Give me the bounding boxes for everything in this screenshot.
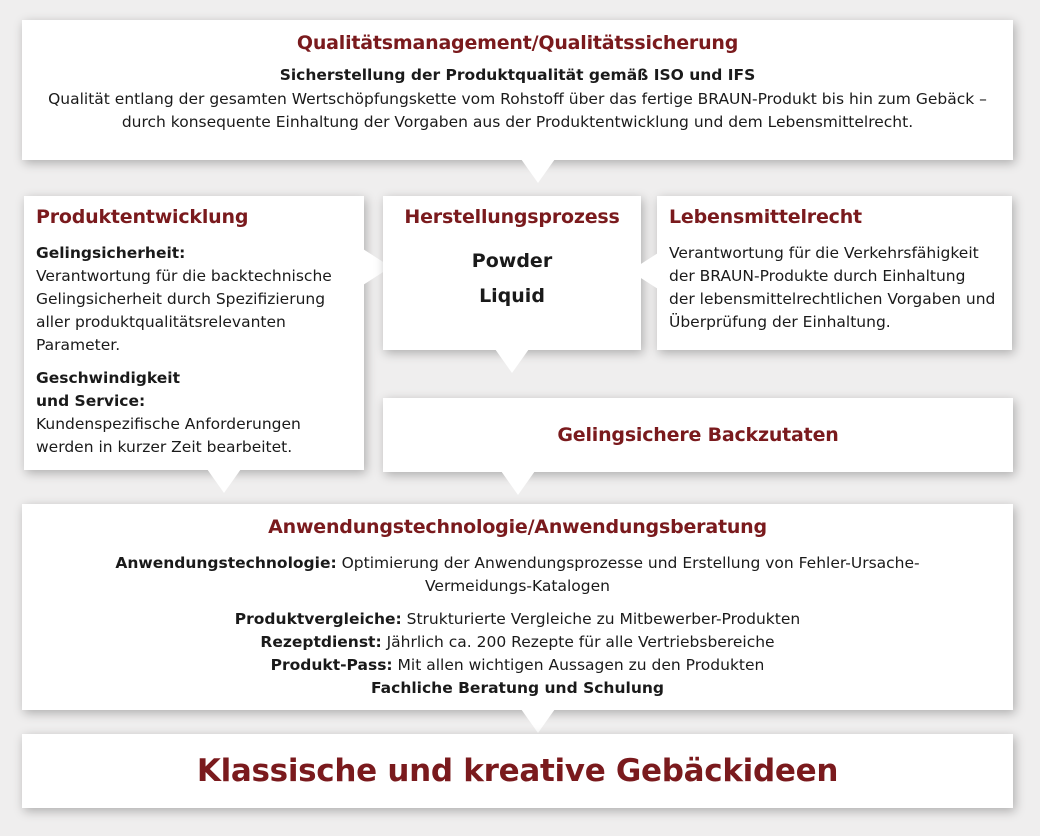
speed-text-l2: werden in kurzer Zeit bearbeitet.	[36, 438, 293, 456]
manufacturing-process-box	[383, 196, 641, 350]
product-development-title: Produktentwicklung	[36, 206, 249, 228]
application-row-1-text: Optimierung der Anwendungsprozesse und Erstellung von Fehler-Ursache-	[336, 554, 920, 572]
process-item-powder: Powder	[471, 250, 553, 272]
application-technology-box	[22, 504, 1013, 710]
food-law-text-l2: der BRAUN-Produkte durch Einhaltung	[669, 267, 966, 285]
food-law-text-l3: der lebensmittelrechtlichen Vorgaben und	[669, 290, 996, 308]
application-row-3	[22, 631, 1013, 654]
arrow-left-icon	[630, 253, 658, 289]
food-law-text-l4: Überprüfung der Einhaltung.	[669, 313, 891, 331]
application-technology-title: Anwendungstechnologie/Anwendungsberatung	[268, 516, 767, 538]
manufacturing-process-title: Herstellungsprozess	[404, 206, 620, 228]
food-law-text-l1: Verantwortung für die Verkehrsfähigkeit	[669, 244, 979, 262]
speed-label-l2: und Service:	[36, 392, 146, 410]
quality-management-text-line1: Qualität entlang der gesamten Wertschöpfungskette vom Rohstoff über das fertige BRAUN-Produkt bis hin zum Gebäck –	[48, 90, 987, 108]
application-row-5: Fachliche Beratung und Schulung	[371, 679, 664, 697]
product-development-box	[24, 196, 364, 470]
application-row-2-label: Produktvergleiche:	[234, 610, 402, 628]
application-row-4-label: Produkt-Pass:	[270, 656, 393, 674]
speed-text-l1: Kundenspezifische Anforderungen	[36, 415, 301, 433]
reliability-label: Gelingsicherheit:	[36, 244, 186, 262]
baking-ingredients-box	[383, 398, 1013, 472]
result-title: Klassische und kreative Gebäckideen	[196, 753, 839, 789]
reliability-text-l3: aller produktqualitätsrelevanten	[36, 313, 286, 331]
application-row-1	[22, 552, 1013, 575]
application-row-2	[22, 608, 1013, 631]
quality-management-title: Qualitätsmanagement/Qualitätssicherung	[296, 32, 739, 54]
application-row-4-text: Mit allen wichtigen Aussagen zu den Produkten	[392, 656, 765, 674]
application-row-3-text: Jährlich ca. 200 Rezepte für alle Vertriebsbereiche	[381, 633, 775, 651]
quality-management-text-line2: durch konsequente Einhaltung der Vorgaben aus der Produktentwicklung und dem Lebensmittelrecht.	[121, 113, 914, 131]
result-box	[22, 734, 1013, 808]
food-law-title: Lebensmittelrecht	[669, 206, 862, 228]
reliability-text-l2: Gelingsicherheit durch Spezifizierung	[36, 290, 326, 308]
application-row-3-label: Rezeptdienst:	[260, 633, 382, 651]
reliability-text-l4: Parameter.	[36, 336, 121, 354]
quality-management-box	[22, 20, 1013, 160]
speed-label-l1: Geschwindigkeit	[36, 369, 180, 387]
application-row-1-label: Anwendungstechnologie:	[115, 554, 337, 572]
process-item-liquid: Liquid	[479, 285, 545, 307]
application-row-4	[22, 654, 1013, 677]
application-row-2-text: Strukturierte Vergleiche zu Mitbewerber-Produkten	[401, 610, 801, 628]
application-row-1-text2: Vermeidungs-Katalogen	[425, 577, 610, 595]
quality-management-subtitle: Sicherstellung der Produktqualität gemäß ISO und IFS	[279, 66, 756, 84]
reliability-text-l1: Verantwortung für die backtechnische	[36, 267, 332, 285]
food-law-box	[657, 196, 1012, 350]
baking-ingredients-title: Gelingsichere Backzutaten	[557, 424, 839, 446]
